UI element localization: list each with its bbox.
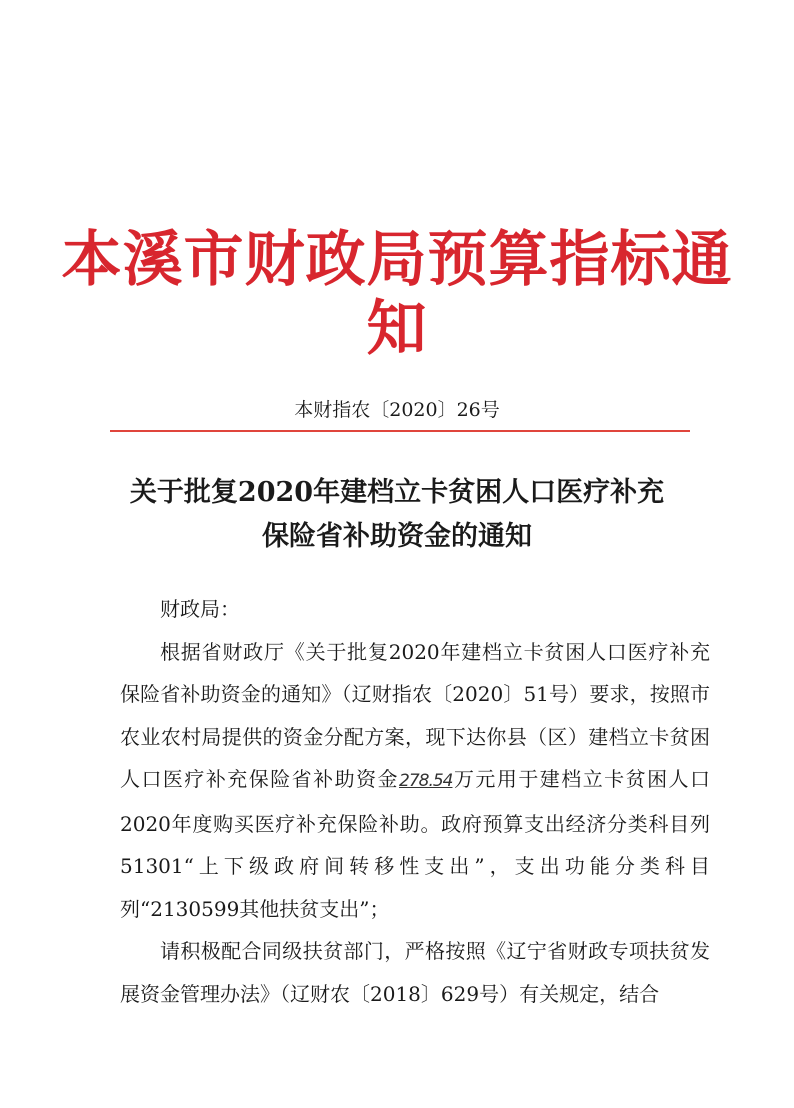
paragraph-1-text-before: 根据省财政厅《关于批复2020年建档立卡贫困人口医疗补充保险省补助资金的通知》（辽财指农〔2020〕51号）要求，按照市农业农村局提供的资金分配方案，现下达你县（区）建档立卡贫困人口医疗补充保险省补助资金 — [120, 639, 710, 791]
notice-title-line-2: 保险省补助资金的通知 — [262, 521, 532, 552]
notice-body — [120, 588, 710, 1015]
salutation: 财政局： — [160, 597, 240, 621]
masthead-title: 本溪市财政局预算指标通知 — [61, 225, 733, 364]
notice-title — [60, 471, 734, 559]
paragraph-1 — [120, 631, 710, 931]
red-rule-divider — [110, 430, 690, 432]
notice-title-line-1: 关于批复2020年建档立卡贫困人口医疗补充 — [129, 477, 665, 508]
document-number: 本财指农〔2020〕26号 — [294, 399, 500, 421]
paragraph-1-text-after: 万元用于建档立卡贫困人口2020年度购买医疗补充保险补助。政府预算支出经济分类科目列51301“上下级政府间转移性支出”，支出功能分类科目列“2130599其他扶贫支出”； — [120, 767, 711, 921]
paragraph-2: 请积极配合同级扶贫部门，严格按照《辽宁省财政专项扶贫发展资金管理办法》（辽财农〔2018〕629号）有关规定，结合 — [120, 939, 710, 1006]
handwritten-amount: 278.54 — [399, 771, 453, 791]
